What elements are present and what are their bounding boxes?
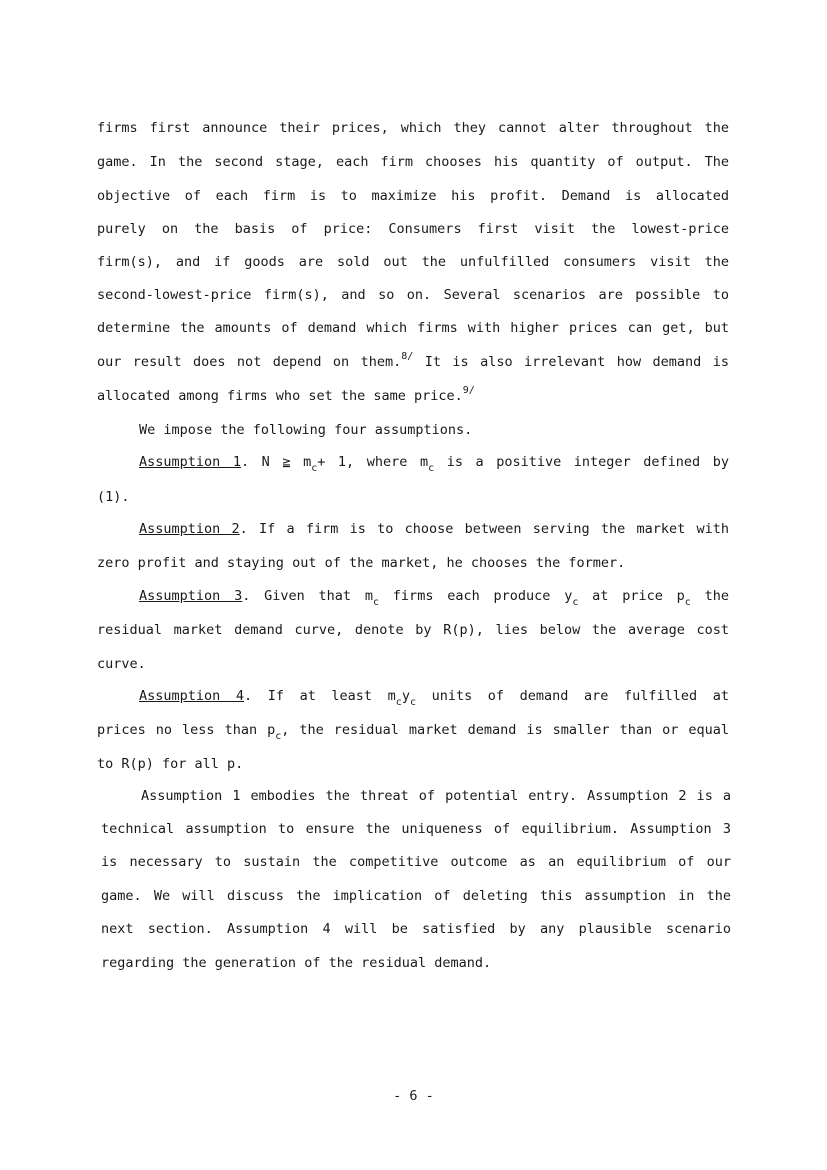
subscript: c (311, 463, 318, 474)
text-line: residual market demand curve, denote by R(p), lies below the average cost (97, 622, 729, 638)
assumption-label: Assumption 4 (139, 688, 244, 704)
text-fragment: , the residual market demand is smaller than or equal (281, 722, 729, 738)
assumption-label: Assumption 3 (139, 588, 243, 604)
text-fragment: units of demand are fulfilled at (415, 688, 729, 704)
subscript: c (372, 597, 380, 608)
text-line: zero profit and staying out of the market, he chooses the former. (97, 555, 626, 571)
footnote-marker: 9/ (462, 385, 475, 396)
assumption-label: Assumption 2 (139, 521, 240, 537)
page-number: - 6 - (393, 1088, 434, 1104)
subscript: c (275, 731, 282, 742)
subscript: c (572, 597, 579, 608)
assumption-1-line (139, 452, 729, 472)
text-line (97, 720, 729, 740)
text-line: technical assumption to ensure the uniqueness of equilibrium. Assumption 3 (101, 821, 731, 837)
text-line: (1). (97, 489, 130, 505)
text-line: firm(s), and if goods are sold out the unfulfilled consumers visit the (97, 254, 729, 270)
text-line: regarding the generation of the residual demand. (101, 955, 492, 971)
text-fragment: It is also irrelevant how demand is (413, 354, 729, 370)
text-line: second-lowest-price firm(s), and so on. Several scenarios are possible to (97, 287, 729, 303)
text-line: curve. (97, 656, 146, 672)
text-line: firms first announce their prices, which they cannot alter throughout the (97, 120, 729, 136)
text-line: objective of each firm is to maximize his profit. Demand is allocated (97, 188, 729, 204)
text-fragment: is a positive integer defined by (434, 454, 729, 470)
text-fragment: y (401, 688, 410, 704)
text-line: to R(p) for all p. (97, 756, 244, 772)
subscript: c (684, 597, 691, 608)
assumption-label: Assumption 1 (139, 454, 241, 470)
text-line: is necessary to sustain the competitive outcome as an equilibrium of our (101, 854, 731, 870)
text-line: purely on the basis of price: Consumers first visit the lowest-price (97, 221, 729, 237)
assumption-2-line (139, 519, 729, 539)
assumption-3-line (139, 586, 729, 606)
text-line (97, 386, 729, 406)
text-line: next section. Assumption 4 will be satisfied by any plausible scenario (101, 921, 731, 937)
text-line: game. In the second stage, each firm chooses his quantity of output. The (97, 154, 729, 170)
text-fragment: firms each produce y (379, 588, 573, 604)
subscript: c (395, 697, 402, 708)
text-fragment: + 1, where m (317, 454, 429, 470)
subscript: c (428, 463, 435, 474)
text-fragment: our result does not depend on them. (97, 354, 402, 370)
text-line: game. We will discuss the implication of deleting this assumption in the (101, 888, 731, 904)
text-fragment: . If at least m (244, 688, 396, 704)
text-fragment: allocated among firms who set the same price. (97, 388, 463, 404)
text-fragment: . If a firm is to choose between serving the market with (239, 521, 729, 537)
text-fragment: . N ≧ m (240, 454, 312, 470)
text-fragment: prices no less than p (97, 722, 276, 738)
text-fragment: at price p (578, 588, 685, 604)
assumption-4-line (139, 686, 729, 706)
text-line (97, 352, 729, 372)
text-line: determine the amounts of demand which firms with higher prices can get, but (97, 320, 729, 336)
footnote-marker: 8/ (401, 351, 414, 362)
text-fragment: . Given that m (242, 588, 373, 604)
text-fragment: the (690, 588, 730, 604)
text-line: We impose the following four assumptions. (139, 422, 473, 438)
subscript: c (409, 697, 416, 708)
text-line: Assumption 1 embodies the threat of potential entry. Assumption 2 is a (141, 788, 731, 804)
